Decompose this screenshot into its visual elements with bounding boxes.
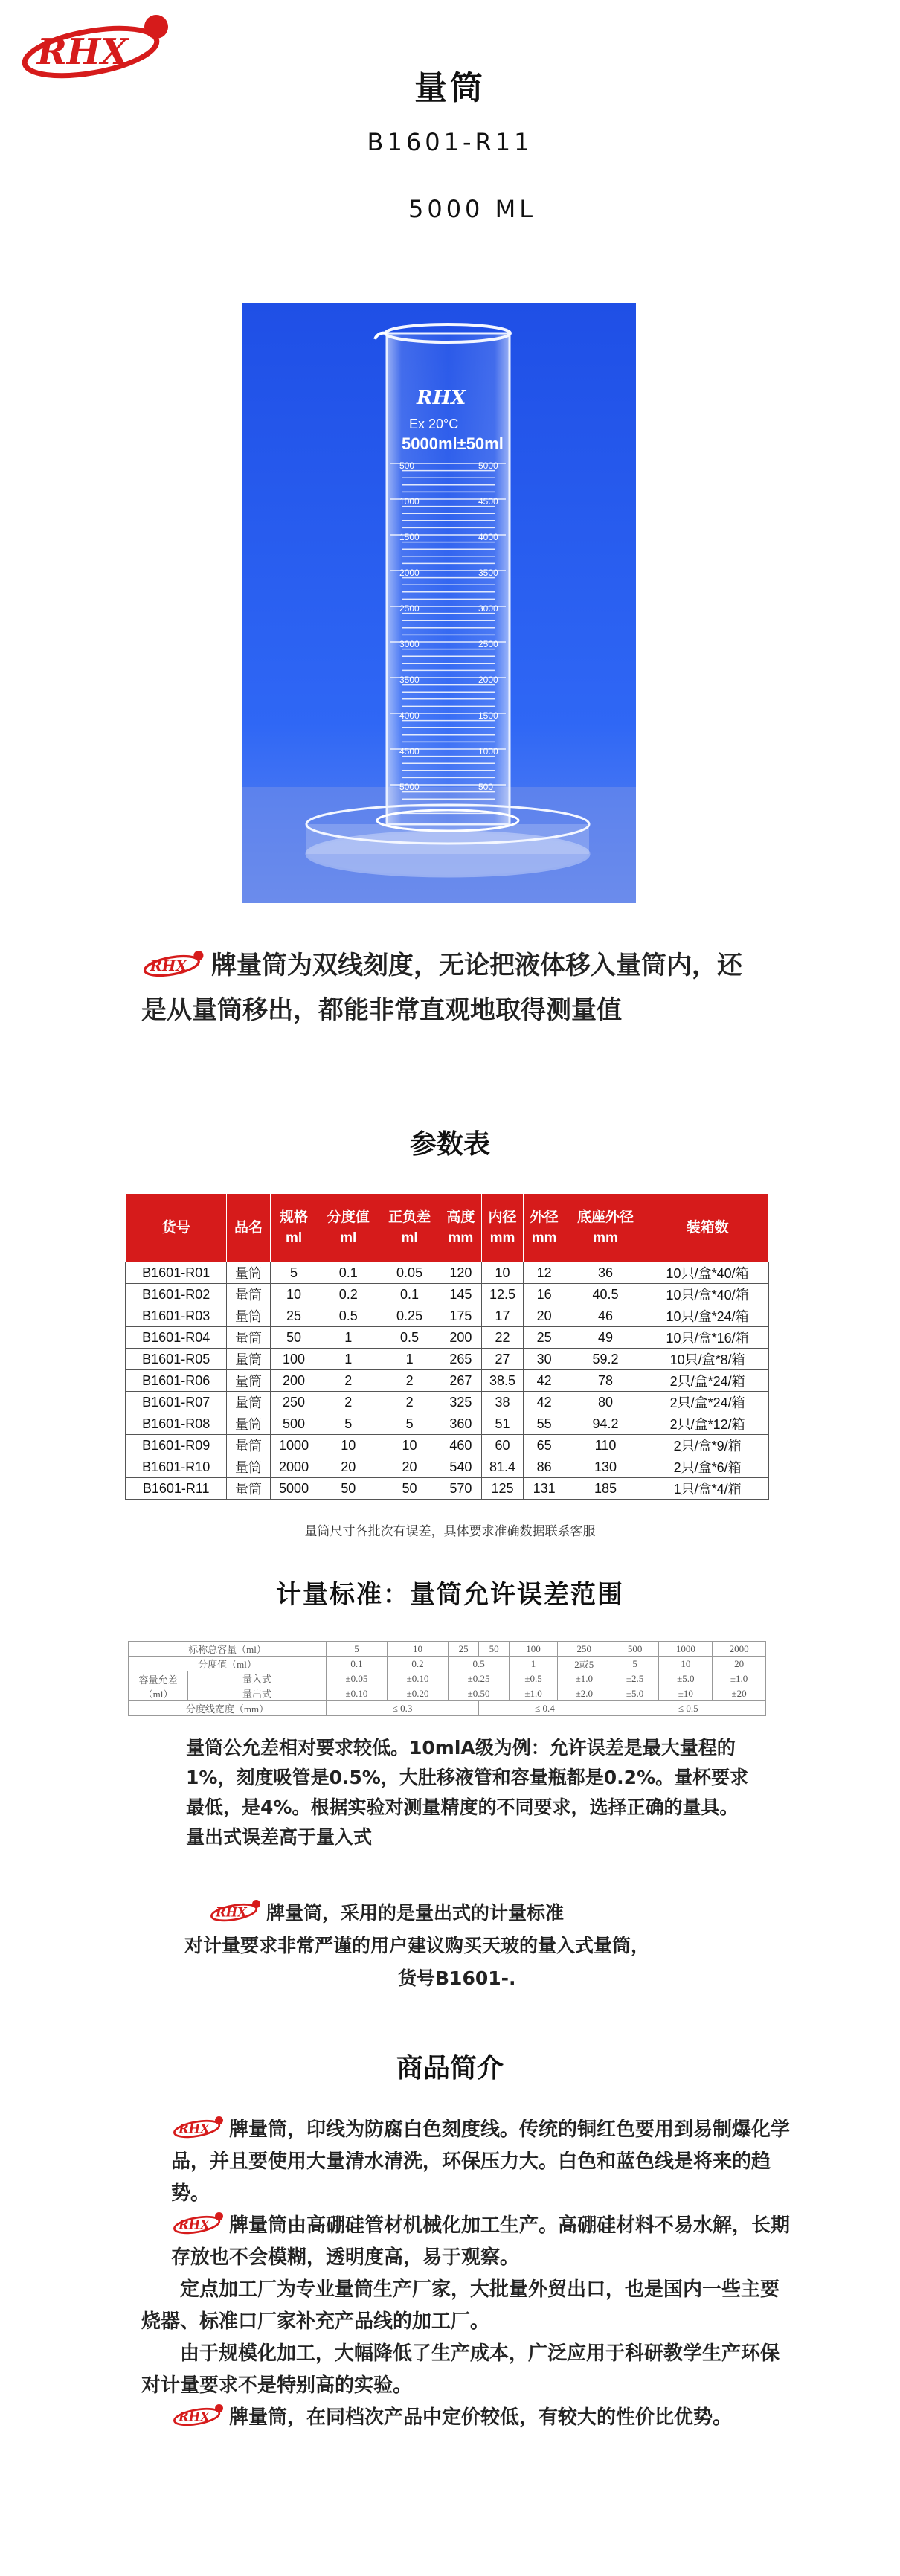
spec-cell: B1601-R11 [126,1478,227,1500]
spec-cell: 125 [481,1478,524,1500]
spec-cell: 10 [379,1435,440,1456]
tol-cell: 0.1 [326,1657,387,1671]
spec-header-cell: 品名 [227,1194,270,1262]
svg-text:RHX: RHX [179,2121,210,2136]
product-title: 商品简介 [396,2053,504,2084]
spec-cell: 2 [318,1370,379,1392]
brand-logo-inline [141,948,208,980]
tolerance-label: 容量允差（ml） [129,1671,188,1701]
tol-cell: ≤ 0.4 [479,1701,611,1716]
spec-cell: 110 [565,1435,646,1456]
spec-cell: 0.5 [318,1305,379,1327]
scale-label-left: 500 [399,460,415,471]
params-title: 参数表 [409,1129,490,1160]
scale-label-right: 4500 [478,496,498,507]
spec-table-header [126,1194,769,1262]
spec-cell: 267 [440,1370,481,1392]
spec-cell: 量筒 [227,1370,270,1392]
spec-cell: 10 [481,1262,524,1284]
tol-cell: ±1.0 [557,1671,611,1686]
spec-cell: 0.25 [379,1305,440,1327]
svg-text:RHX: RHX [179,2217,210,2232]
table-row [126,1305,769,1327]
capacity-label: 5000 ML [408,195,537,223]
tol-cell: 250 [557,1642,611,1657]
spec-cell: 2只/盒*6/箱 [646,1456,769,1478]
spec-cell: 1000 [270,1435,318,1456]
spec-cell: 55 [524,1413,565,1435]
spec-cell: 131 [524,1478,565,1500]
spec-cell: 51 [481,1413,524,1435]
scale-label-right: 2500 [478,639,498,649]
spec-cell: 360 [440,1413,481,1435]
tolerance-table [128,1641,766,1716]
scale-label-right: 3500 [478,568,498,578]
tol-cell: ±2.5 [611,1671,659,1686]
spec-header-cell: 高度 mm [440,1194,481,1262]
scale-label-right: 500 [478,782,494,792]
spec-cell: 20 [524,1305,565,1327]
spec-cell: 38.5 [481,1370,524,1392]
tol-cell: ±0.10 [326,1686,387,1701]
product-paragraph-3: 定点加工厂为专业量筒生产厂家，大批量外贸出口，也是国内一些主要烧器、标准口厂家补充产品线的加工厂。 [141,2278,780,2333]
spec-cell: 2只/盒*24/箱 [646,1392,769,1413]
spec-cell: 27 [481,1349,524,1370]
spec-cell: 1 [318,1349,379,1370]
spec-cell: 36 [565,1262,646,1284]
tol-cell: 100 [510,1642,558,1657]
spec-cell: 10只/盒*24/箱 [646,1305,769,1327]
spec-header-cell: 装箱数 [646,1194,769,1262]
brand-logo-inline [171,2403,228,2428]
spec-cell: 0.05 [379,1262,440,1284]
scale-label-right: 2000 [478,675,498,685]
spec-cell: 2只/盒*9/箱 [646,1435,769,1456]
spec-cell: 量筒 [227,1284,270,1305]
scale-label-right: 1500 [478,710,498,721]
spec-cell: 40.5 [565,1284,646,1305]
measure-note-line3: 货号B1601-. [398,1968,516,1989]
spec-cell: 94.2 [565,1413,646,1435]
tolerance-row-capacity [129,1642,766,1657]
spec-header-cell: 分度值 ml [318,1194,379,1262]
spec-cell: B1601-R03 [126,1305,227,1327]
product-paragraph-5 [141,2402,796,2434]
spec-cell: 200 [270,1370,318,1392]
spec-header-cell: 底座外径 mm [565,1194,646,1262]
spec-cell: 50 [379,1478,440,1500]
measure-note-line2: 对计量要求非常严谨的用户建议购买天玻的量入式量筒， [184,1935,650,1956]
scale-label-left: 1500 [399,532,420,542]
spec-header-cell: 外径 mm [524,1194,565,1262]
spec-cell: 59.2 [565,1349,646,1370]
scale-label-left: 3500 [399,675,420,685]
brand-logo-inline [208,1898,265,1924]
tol-cell: 2000 [713,1642,766,1657]
spec-cell: 570 [440,1478,481,1500]
spec-cell: 25 [524,1327,565,1349]
scale-label-right: 1000 [478,746,498,757]
spec-cell: 42 [524,1392,565,1413]
spec-cell: 2 [379,1370,440,1392]
tol-cell: 25 [449,1642,479,1657]
spec-cell: 5 [270,1262,318,1284]
spec-header-cell: 货号 [126,1194,227,1262]
brand-logo-inline [171,2211,228,2236]
scale-label-left: 3000 [399,639,420,649]
spec-cell: 12.5 [481,1284,524,1305]
table-note: 量筒尺寸各批次有误差，具体要求准确数据联系客服 [304,1524,596,1539]
spec-cell: 65 [524,1435,565,1456]
spec-cell: 120 [440,1262,481,1284]
table-row [126,1327,769,1349]
spec-header-cell: 规格 ml [270,1194,318,1262]
capacity-label: 标称总容量（ml） [129,1642,327,1657]
spec-cell: 500 [270,1413,318,1435]
tol-cell: ±0.50 [449,1686,510,1701]
page-title: 量筒 [414,69,486,107]
spec-cell: 30 [524,1349,565,1370]
tolerance-row-line-width [129,1701,766,1716]
tol-cell: ±20 [713,1686,766,1701]
tol-cell: 5 [326,1642,387,1657]
standard-title: 计量标准：量筒允许误差范围 [276,1580,624,1610]
product-text-1: 牌量筒，印线为防腐白色刻度线。传统的铜红色要用到易制爆化学品，并且要使用大量清水清洗，环保压力大。白色和蓝色线是将来的趋势。 [171,2119,791,2205]
spec-cell: 86 [524,1456,565,1478]
spec-cell: 46 [565,1305,646,1327]
spec-cell: B1601-R02 [126,1284,227,1305]
tol-cell: ±0.25 [449,1671,510,1686]
tol-cell: 1 [510,1657,558,1671]
spec-table [125,1193,769,1500]
spec-cell: 5 [379,1413,440,1435]
in-label: 量入式 [188,1671,327,1686]
spec-cell: 42 [524,1370,565,1392]
product-intro [141,2114,796,2434]
tol-cell: ±10 [659,1686,713,1701]
scale-label-right: 5000 [478,460,498,471]
spec-cell: 10 [270,1284,318,1305]
spec-cell: 250 [270,1392,318,1413]
spec-cell: 460 [440,1435,481,1456]
measure-note-text1: 牌量筒，采用的是量出式的计量标准 [266,1902,565,1924]
line-width-label: 分度线宽度（mm） [129,1701,327,1716]
spec-cell: 50 [318,1478,379,1500]
intro-paragraph [141,943,759,1032]
spec-cell: 量筒 [227,1349,270,1370]
table-row [126,1370,769,1392]
spec-cell: 78 [565,1370,646,1392]
spec-cell: 10只/盒*16/箱 [646,1327,769,1349]
spec-cell: 5 [318,1413,379,1435]
tol-cell: 500 [611,1642,659,1657]
spec-cell: 2 [379,1392,440,1413]
spec-cell: 5000 [270,1478,318,1500]
spec-cell: 145 [440,1284,481,1305]
svg-text:RHX: RHX [179,2409,210,2424]
spec-cell: 10只/盒*8/箱 [646,1349,769,1370]
spec-cell: 80 [565,1392,646,1413]
tolerance-row-division [129,1657,766,1671]
tolerance-description: 量筒公允差相对要求较低。10mlA级为例：允许误差是最大量程的1%，刻度吸管是0.5%，大肚移液管和容量瓶都是0.2%。量杯要求最低，是4%。根据实验对测量精度的不同要求，选择正确的量具。量出式误差高于量入式 [186,1737,749,1848]
tol-cell: ≤ 0.3 [326,1701,478,1716]
spec-cell: B1601-R05 [126,1349,227,1370]
spec-cell: 0.2 [318,1284,379,1305]
svg-text:RHX: RHX [37,31,129,73]
scale-label-right: 4000 [478,532,498,542]
spec-cell: 17 [481,1305,524,1327]
spec-cell: 量筒 [227,1262,270,1284]
tol-cell: ±0.5 [510,1671,558,1686]
scale-label-left: 5000 [399,782,420,792]
scale-label-left: 2000 [399,568,420,578]
tol-cell: 0.5 [449,1657,510,1671]
spec-cell: B1601-R04 [126,1327,227,1349]
spec-cell: 量筒 [227,1435,270,1456]
spec-cell: 0.5 [379,1327,440,1349]
spec-cell: 50 [270,1327,318,1349]
svg-text:Ex 20°C: Ex 20°C [409,417,459,431]
spec-cell: 2只/盒*12/箱 [646,1413,769,1435]
product-photo [242,303,636,903]
tol-cell: 20 [713,1657,766,1671]
spec-cell: B1601-R08 [126,1413,227,1435]
tol-cell: 10 [659,1657,713,1671]
measure-note-line1 [149,1897,759,1930]
tolerance-row-out [129,1686,766,1701]
spec-cell: 81.4 [481,1456,524,1478]
scale-label-left: 4000 [399,710,420,721]
product-text-5: 牌量筒，在同档次产品中定价较低，有较大的性价比优势。 [229,2406,733,2429]
spec-header-cell: 正负差 ml [379,1194,440,1262]
table-row [126,1349,769,1370]
tol-cell: 2或5 [557,1657,611,1671]
spec-cell: 10只/盒*40/箱 [646,1284,769,1305]
spec-cell: 185 [565,1478,646,1500]
spec-cell: 60 [481,1435,524,1456]
product-paragraph-4: 由于规模化加工，大幅降低了生产成本，广泛应用于科研教学生产环保对计量要求不是特别高的实验。 [141,2342,780,2397]
tol-cell: ±5.0 [611,1686,659,1701]
product-text-2: 牌量筒由高硼硅管材机械化加工生产。高硼硅材料不易水解，长期存放也不会模糊，透明度高，易于观察。 [171,2214,791,2269]
spec-cell: 量筒 [227,1478,270,1500]
scale-label-left: 2500 [399,603,420,614]
svg-text:RHX: RHX [216,1905,247,1920]
spec-cell: 100 [270,1349,318,1370]
spec-cell: B1601-R10 [126,1456,227,1478]
intro-text: 牌量筒为双线刻度，无论把液体移入量筒内，还是从量筒移出，都能非常直观地取得测量值 [141,951,742,1025]
spec-cell: 22 [481,1327,524,1349]
tol-cell: ±5.0 [659,1671,713,1686]
table-row [126,1262,769,1284]
spec-cell: 量筒 [227,1305,270,1327]
svg-text:5000ml±50ml: 5000ml±50ml [402,434,504,453]
division-label: 分度值（ml） [129,1657,327,1671]
spec-cell: 1只/盒*4/箱 [646,1478,769,1500]
model-number: B1601-R11 [367,128,533,156]
spec-cell: 325 [440,1392,481,1413]
tol-cell: ±2.0 [557,1686,611,1701]
spec-cell: B1601-R06 [126,1370,227,1392]
product-paragraph-1 [141,2114,796,2210]
spec-cell: 量筒 [227,1327,270,1349]
spec-cell: 量筒 [227,1456,270,1478]
spec-cell: 540 [440,1456,481,1478]
tol-cell: ±1.0 [713,1671,766,1686]
out-label: 量出式 [188,1686,327,1701]
brand-logo-inline [171,2115,228,2140]
table-row [126,1392,769,1413]
tolerance-row-in [129,1671,766,1686]
spec-cell: 265 [440,1349,481,1370]
spec-cell: 1 [379,1349,440,1370]
spec-cell: 25 [270,1305,318,1327]
table-row [126,1478,769,1500]
table-row [126,1284,769,1305]
svg-text:RHX: RHX [417,387,466,409]
spec-cell: 175 [440,1305,481,1327]
tol-cell: ±0.20 [388,1686,449,1701]
spec-cell: 20 [318,1456,379,1478]
tol-cell: ±0.10 [388,1671,449,1686]
spec-cell: 20 [379,1456,440,1478]
spec-cell: 2 [318,1392,379,1413]
spec-cell: 12 [524,1262,565,1284]
tol-cell: 0.2 [388,1657,449,1671]
spec-cell: 1 [318,1327,379,1349]
tol-cell: ±0.05 [326,1671,387,1686]
spec-cell: B1601-R01 [126,1262,227,1284]
tol-cell: ±1.0 [510,1686,558,1701]
table-row [126,1456,769,1478]
spec-cell: 量筒 [227,1392,270,1413]
tol-cell: 5 [611,1657,659,1671]
tol-cell: 10 [388,1642,449,1657]
product-paragraph-2 [141,2210,796,2274]
spec-cell: 10 [318,1435,379,1456]
spec-cell: 10只/盒*40/箱 [646,1262,769,1284]
spec-cell: 49 [565,1327,646,1349]
spec-cell: B1601-R09 [126,1435,227,1456]
spec-cell: 2000 [270,1456,318,1478]
scale-label-right: 3000 [478,603,498,614]
table-row [126,1435,769,1456]
spec-cell: 200 [440,1327,481,1349]
table-row [126,1413,769,1435]
tol-cell: 50 [479,1642,510,1657]
measure-note [149,1897,759,1995]
spec-cell: 2只/盒*24/箱 [646,1370,769,1392]
spec-cell: 130 [565,1456,646,1478]
spec-cell: B1601-R07 [126,1392,227,1413]
spec-header-cell: 内径 mm [481,1194,524,1262]
scale-label-left: 1000 [399,496,420,507]
svg-text:RHX: RHX [150,957,187,974]
spec-cell: 0.1 [318,1262,379,1284]
scale-label-left: 4500 [399,746,420,757]
spec-cell: 16 [524,1284,565,1305]
spec-cell: 38 [481,1392,524,1413]
spec-cell: 0.1 [379,1284,440,1305]
tol-cell: 1000 [659,1642,713,1657]
tol-cell: ≤ 0.5 [611,1701,765,1716]
spec-cell: 量筒 [227,1413,270,1435]
